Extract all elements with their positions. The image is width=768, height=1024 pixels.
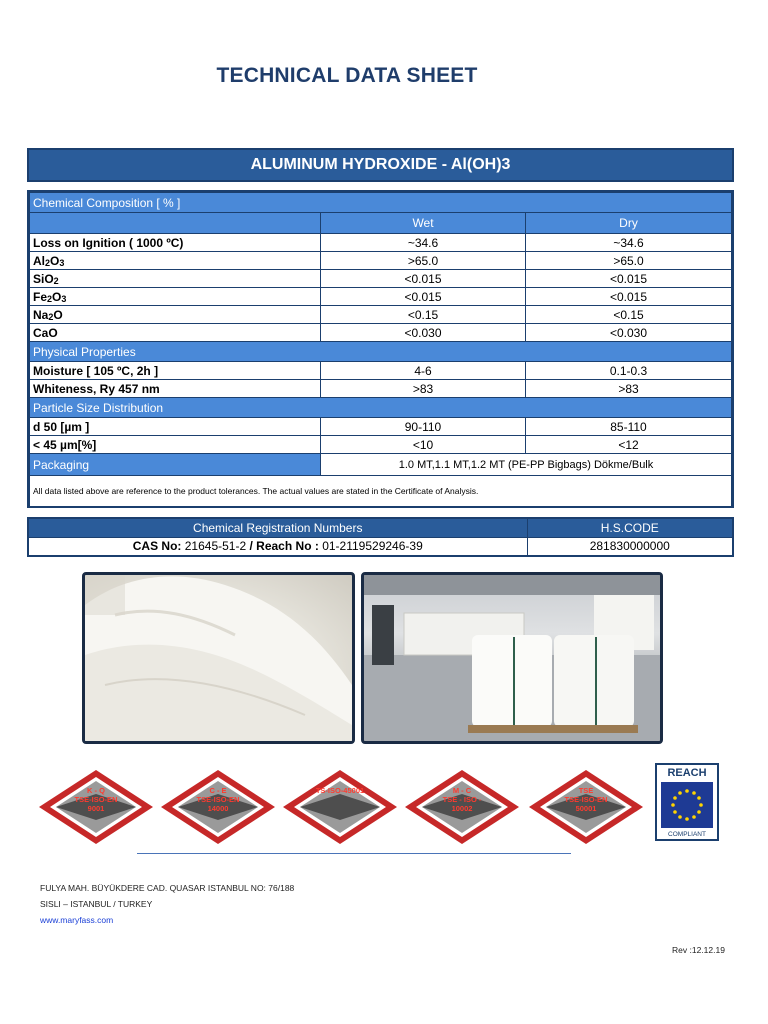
column-header-dry: Dry	[526, 213, 732, 234]
dry-value: >83	[526, 380, 732, 398]
row-label: Whiteness, Ry 457 nm	[30, 380, 321, 398]
certificate-line: TSE	[578, 786, 594, 795]
certificate-text	[159, 786, 277, 813]
row-label	[30, 306, 321, 324]
dry-value: <0.015	[526, 270, 732, 288]
row-label	[30, 270, 321, 288]
certificate-line: 10002	[451, 804, 473, 813]
formula-part: O	[50, 253, 60, 268]
certificate-text	[527, 786, 645, 813]
column-header-wet: Wet	[321, 213, 526, 234]
table-row	[30, 380, 732, 398]
row-label	[30, 288, 321, 306]
divider	[137, 853, 571, 854]
formula-part: O	[52, 289, 62, 304]
formula-subscript: 2	[47, 293, 53, 304]
certificate-line: TSE-ISO-EN	[564, 795, 608, 804]
certificate-line: 9001	[87, 804, 105, 813]
warehouse-image	[364, 575, 660, 741]
formula-subscript: 3	[61, 293, 67, 304]
wet-value: >65.0	[321, 252, 526, 270]
certificate-badge	[403, 768, 521, 846]
certificate-text	[403, 786, 521, 813]
packaging-value: 1.0 MT,1.1 MT,1.2 MT (PE-PP Bigbags) Dökme/Bulk	[321, 454, 732, 476]
dry-value: <0.030	[526, 324, 732, 342]
packaging-row	[30, 454, 732, 476]
formula-subscript: 3	[59, 257, 65, 268]
reach-title: REACH	[667, 767, 707, 779]
table-row	[30, 362, 732, 380]
registration-numbers	[28, 537, 527, 556]
column-header-row	[30, 213, 732, 234]
row-label	[30, 252, 321, 270]
website-link[interactable]: www.maryfass.com	[40, 915, 114, 925]
wet-value: <10	[321, 436, 526, 454]
address-line: FULYA MAH. BÜYÜKDERE CAD. QUASAR ISTANBUL NO: 76/188	[40, 883, 295, 893]
hs-code-header: H.S.CODE	[527, 518, 733, 537]
formula-part: SiO	[33, 271, 54, 286]
registration-table	[27, 517, 734, 557]
certificate-badge	[37, 768, 155, 846]
dry-value: >65.0	[526, 252, 732, 270]
formula-part: Na	[33, 307, 49, 322]
certificate-badge	[281, 768, 399, 846]
certificate-badge	[527, 768, 645, 846]
table-row	[30, 436, 732, 454]
dry-value: <0.015	[526, 288, 732, 306]
certificate-line: M - C	[452, 786, 472, 795]
wet-value: <0.015	[321, 288, 526, 306]
registration-header: Chemical Registration Numbers	[28, 518, 527, 537]
revision-label: Rev :12.12.19	[672, 945, 725, 955]
hs-code: 281830000000	[527, 537, 733, 556]
separator: /	[249, 539, 253, 554]
product-banner: ALUMINUM HYDROXIDE - Al(OH)3	[27, 148, 734, 182]
registration-header-row	[28, 518, 733, 537]
product-powder-photo	[82, 572, 355, 744]
dry-value: <0.15	[526, 306, 732, 324]
dry-value: 85-110	[526, 418, 732, 436]
tolerance-note: All data listed above are reference to the product tolerances. The actual values are stated in the Certificate of Analysis.	[30, 476, 732, 507]
certificate-line: TS-ISO-45001	[315, 786, 365, 795]
document-title: TECHNICAL DATA SHEET	[216, 64, 478, 87]
table-row	[30, 270, 732, 288]
formula-part: Fe	[33, 289, 48, 304]
reach-footer: COMPLIANT	[668, 831, 706, 838]
certificate-line: TSE-ISO-EN	[196, 795, 240, 804]
section-title: Chemical Composition [ % ]	[30, 193, 732, 213]
reach-number: 01-2119529246-39	[322, 539, 423, 554]
formula-subscript: 2	[48, 311, 54, 322]
formula-part: Al	[33, 253, 45, 268]
spec-table-block	[27, 190, 734, 508]
dry-value: ~34.6	[526, 234, 732, 252]
table-row	[30, 324, 732, 342]
certificate-badge	[159, 768, 277, 846]
powder-image	[85, 575, 352, 741]
certificate-line: 50001	[575, 804, 597, 813]
formula-part: O	[53, 307, 63, 322]
wet-value: <0.015	[321, 270, 526, 288]
section-header-particle	[30, 398, 732, 418]
row-label: d 50 [µm ]	[30, 418, 321, 436]
certificate-line: TSE - ISO -	[442, 795, 482, 804]
row-label: Moisture [ 105 ºC, 2h ]	[30, 362, 321, 380]
wet-value: 4-6	[321, 362, 526, 380]
dry-value: 0.1-0.3	[526, 362, 732, 380]
dry-value: <12	[526, 436, 732, 454]
row-label: < 45 µm[%]	[30, 436, 321, 454]
wet-value: <0.15	[321, 306, 526, 324]
wet-value: ~34.6	[321, 234, 526, 252]
reach-label: Reach No :	[256, 539, 319, 554]
row-label: Loss on Ignition ( 1000 ºC)	[30, 234, 321, 252]
formula-subscript: 2	[45, 257, 51, 268]
spec-table	[29, 192, 732, 507]
certificate-line: C - E	[209, 786, 227, 795]
table-row	[30, 234, 732, 252]
table-row	[30, 252, 732, 270]
section-header-physical	[30, 342, 732, 362]
column-header-empty	[30, 213, 321, 234]
warehouse-photo	[361, 572, 663, 744]
table-row	[30, 418, 732, 436]
table-row	[30, 306, 732, 324]
certificate-line: TSE-ISO-EN	[74, 795, 118, 804]
section-header-chemical	[30, 193, 732, 213]
packaging-label: Packaging	[30, 454, 321, 476]
address-line: SISLI – ISTANBUL / TURKEY	[40, 899, 153, 909]
wet-value: <0.030	[321, 324, 526, 342]
certificate-text	[37, 786, 155, 813]
certificate-text	[281, 786, 399, 795]
wet-value: 90-110	[321, 418, 526, 436]
section-title: Physical Properties	[30, 342, 732, 362]
cas-label: CAS No:	[132, 539, 182, 554]
note-row	[30, 476, 732, 507]
wet-value: >83	[321, 380, 526, 398]
table-row	[30, 288, 732, 306]
cas-number: 21645-51-2	[184, 539, 247, 554]
certificate-diamond-icon	[281, 768, 399, 846]
reach-compliant-logo	[655, 763, 719, 841]
section-title: Particle Size Distribution	[30, 398, 732, 418]
certificate-line: K - Q	[87, 786, 105, 795]
formula-subscript: 2	[53, 275, 59, 286]
eu-flag-icon	[661, 782, 713, 828]
registration-value-row	[28, 537, 733, 556]
row-label: CaO	[30, 324, 321, 342]
certificate-line: 14000	[207, 804, 229, 813]
